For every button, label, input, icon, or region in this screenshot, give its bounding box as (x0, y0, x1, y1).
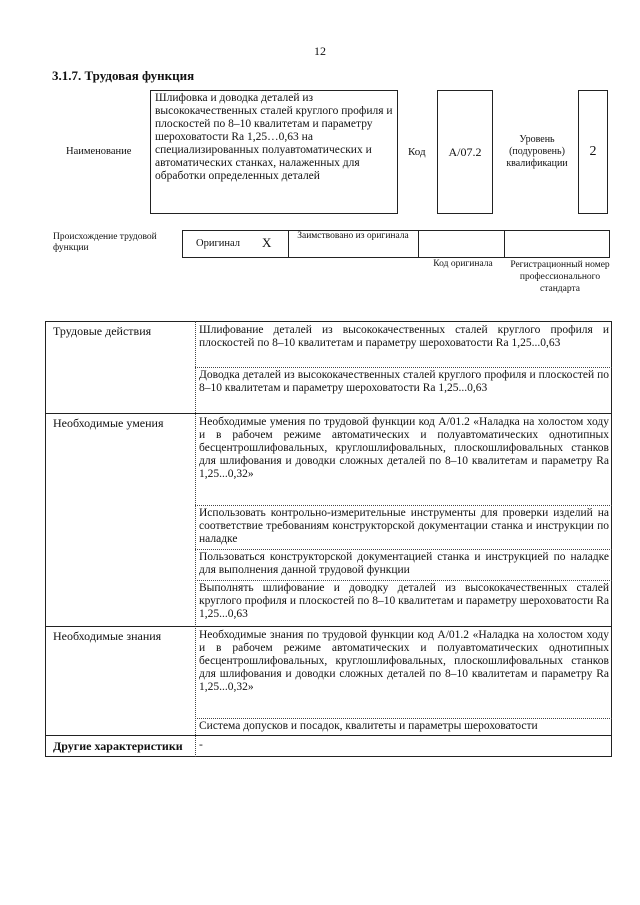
name-label: Наименование (66, 146, 132, 157)
list-item: Использовать контрольно-измерительные инструменты для проверки изделий на соответствие требованиям конструкторской документации станка и инструкции по наладке (199, 507, 609, 545)
level-value-box: 2 (578, 90, 608, 214)
code-label: Код (408, 146, 426, 158)
list-item: Система допусков и посадок, квалитеты и параметры шероховатости (199, 720, 538, 732)
row-label-knowledge: Необходимые знания (53, 629, 162, 643)
origin-label: Происхождение трудовой функции (53, 232, 157, 253)
original-label: Оригинал (196, 238, 240, 249)
row-label-skills: Необходимые умения (53, 416, 164, 430)
list-item: Необходимые знания по трудовой функции код А/01.2 «Наладка на холостом ходу и в рабочем режиме автоматических и полуавтоматических однотипных бесцентрошлифовальных, круглошлифовальных, плоскошлифовальных станков для шлифования и доводки сложных деталей по 8–10 квалитетам и параметру Ra 1,25...0,32» (199, 629, 609, 693)
reg-number-label: Регистрационный номер профессионального стандарта (510, 260, 610, 294)
list-item: Пользоваться конструкторской документацией станка и инструкцией по наладке для выполнения данной трудовой функции (199, 551, 609, 576)
list-item: Необходимые умения по трудовой функции код А/01.2 «Наладка на холостом ходу и в рабочем режиме автоматических и полуавтоматических однотипных бесцентрошлифовальных, круглошлифовальных, плоскошлифовальных станков для шлифования и доводки сложных деталей по 8–10 квалитетам и параметру Ra 1,25...0,32» (199, 416, 609, 480)
row-label-actions: Трудовые действия (53, 324, 152, 338)
list-item: Шлифование деталей из высококачественных сталей круглого профиля и плоскостей по 8–10 квалитетам и параметру шероховатости Ra 1,25...0,63 (199, 324, 609, 349)
column-divider (195, 321, 196, 757)
borrowed-label: Заимствовано из оригинала (297, 231, 409, 241)
list-item: Выполнять шлифование и доводку деталей из высококачественных сталей круглого профиля и плоскостей по 8–10 квалитетам и параметру шероховатости Ra 1,25...0,63 (199, 582, 609, 620)
section-title: 3.1.7. Трудовая функция (52, 68, 195, 83)
code-original-label: Код оригинала (433, 259, 493, 269)
function-name-box: Шлифовка и доводка деталей из высококачественных сталей круглого профиля и плоскостей по 8–10 квалитетам и параметру шероховатости Ra 1,25…0,63 на специализированных полуавтоматических и автоматических станках, налаженных для обработки определенных деталей (150, 90, 398, 214)
original-mark: X (262, 235, 272, 250)
code-value-box: A/07.2 (437, 90, 493, 214)
page-number: 12 (314, 44, 326, 58)
list-item: - (199, 739, 203, 751)
level-label: Уровень (подуровень) квалификации (506, 134, 568, 169)
row-label-other: Другие характеристики (53, 739, 183, 753)
list-item: Доводка деталей из высококачественных сталей круглого профиля и плоскостей по 8–10 квалитетам и параметру шероховатости Ra 1,25...0,63 (199, 369, 609, 394)
